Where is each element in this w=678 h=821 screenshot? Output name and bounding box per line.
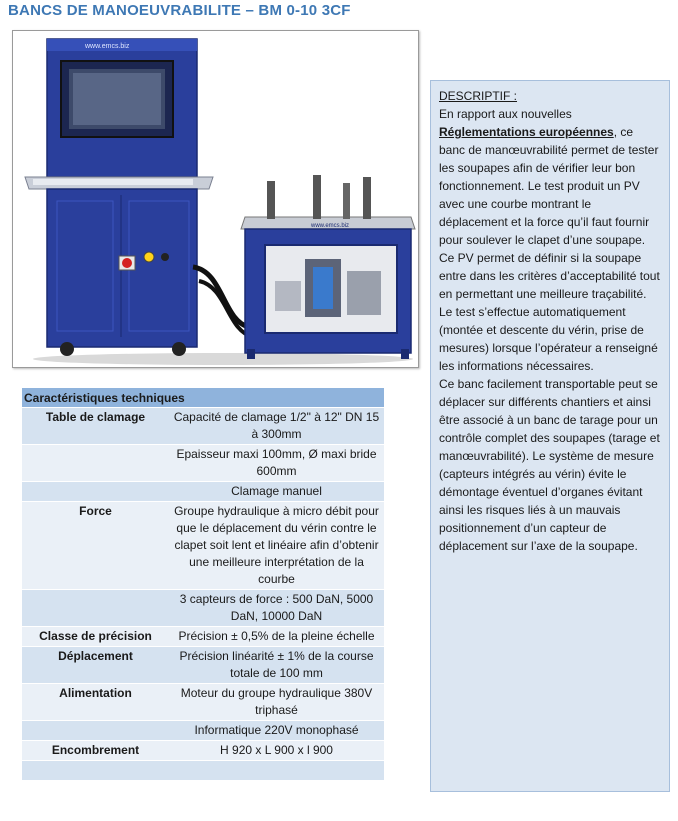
description-paragraph-1 [439, 105, 661, 249]
logo-text-cabinet: www.emcs.biz [85, 43, 130, 50]
spec-value: Groupe hydraulique à micro débit pour que le déplacement du vérin contre le clapet soit lent et linéaire afin d’obtenir une meilleure interprétation de la courbe [169, 502, 384, 590]
spec-value: Précision linéarité ± 1% de la course totale de 100 mm [169, 647, 384, 684]
spec-label: Encombrement [22, 741, 169, 761]
table-row [22, 741, 384, 761]
specs-table-header: Caractéristiques techniques [22, 388, 384, 408]
table-row [22, 761, 384, 781]
table-row [22, 502, 384, 590]
table-row [22, 684, 384, 721]
spec-value: Précision ± 0,5% de la pleine échelle [169, 627, 384, 647]
description-paragraph-2: Ce PV permet de définir si la soupape entre dans les critères d’acceptabilité tout en permettant une meilleure traçabilité. Le test s’effectue automatiquement (montée et descente du vérin, prise de mesures) lorsque l’opérateur a renseigné les informations nécessaires. [439, 251, 660, 373]
product-photo [12, 30, 419, 368]
spec-value: Epaisseur maxi 100mm, Ø maxi bride 600mm [169, 445, 384, 482]
specs-table [22, 388, 384, 780]
logo-text-bench: www.emcs.biz [311, 223, 350, 229]
description-title: DESCRIPTIF : [439, 89, 518, 103]
spec-label [22, 590, 169, 627]
spec-value: H 920 x L 900 x l 900 [169, 741, 384, 761]
spec-value [169, 761, 384, 781]
spec-value: Moteur du groupe hydraulique 380V triphasé [169, 684, 384, 721]
spec-value: Informatique 220V monophasé [169, 721, 384, 741]
description-p1-start: En rapport aux nouvelles [439, 107, 572, 121]
description-panel [430, 80, 670, 792]
spec-label: Alimentation [22, 684, 169, 721]
page-title: BANCS DE MANOEUVRABILITE – BM 0-10 3CF [8, 2, 351, 19]
spec-label [22, 761, 169, 781]
spec-label [22, 445, 169, 482]
table-row [22, 721, 384, 741]
table-row [22, 408, 384, 445]
regulations-emphasis: Réglementations européennes [439, 125, 614, 139]
table-row [22, 482, 384, 502]
description-p1-end: , ce banc de manœuvrabilité permet de tester les soupapes afin de vérifier leur bon fonctionnement. Le test produit un PV avec une courbe montrant le déplacement et la force qu’il faut fournir pour soulever le clapet d’une soupape. [439, 125, 659, 247]
table-row [22, 590, 384, 627]
table-row [22, 445, 384, 482]
spec-value: Clamage manuel [169, 482, 384, 502]
spec-label: Table de clamage [22, 408, 169, 445]
spec-label: Force [22, 502, 169, 590]
spec-value: Capacité de clamage 1/2" à 12" DN 15 à 300mm [169, 408, 384, 445]
spec-label [22, 721, 169, 741]
spec-label [22, 482, 169, 502]
spec-label: Classe de précision [22, 627, 169, 647]
spec-label: Déplacement [22, 647, 169, 684]
table-row [22, 647, 384, 684]
description-paragraph-3: Ce banc facilement transportable peut se déplacer sur différents chantiers et ainsi être associé à un banc de tarage pour un contrôle complet des soupapes (tarage et manœuvrabilité). Le système de mesure (capteurs intégrés au vérin) évite le démontage éventuel d’organes évitant ainsi les risques liés à un mauvais positionnement d’un capteur de déplacement sur l’axe de la soupape. [439, 377, 660, 553]
test-bench-illustration [13, 31, 418, 367]
table-row [22, 627, 384, 647]
spec-value: 3 capteurs de force : 500 DaN, 5000 DaN, 10000 DaN [169, 590, 384, 627]
